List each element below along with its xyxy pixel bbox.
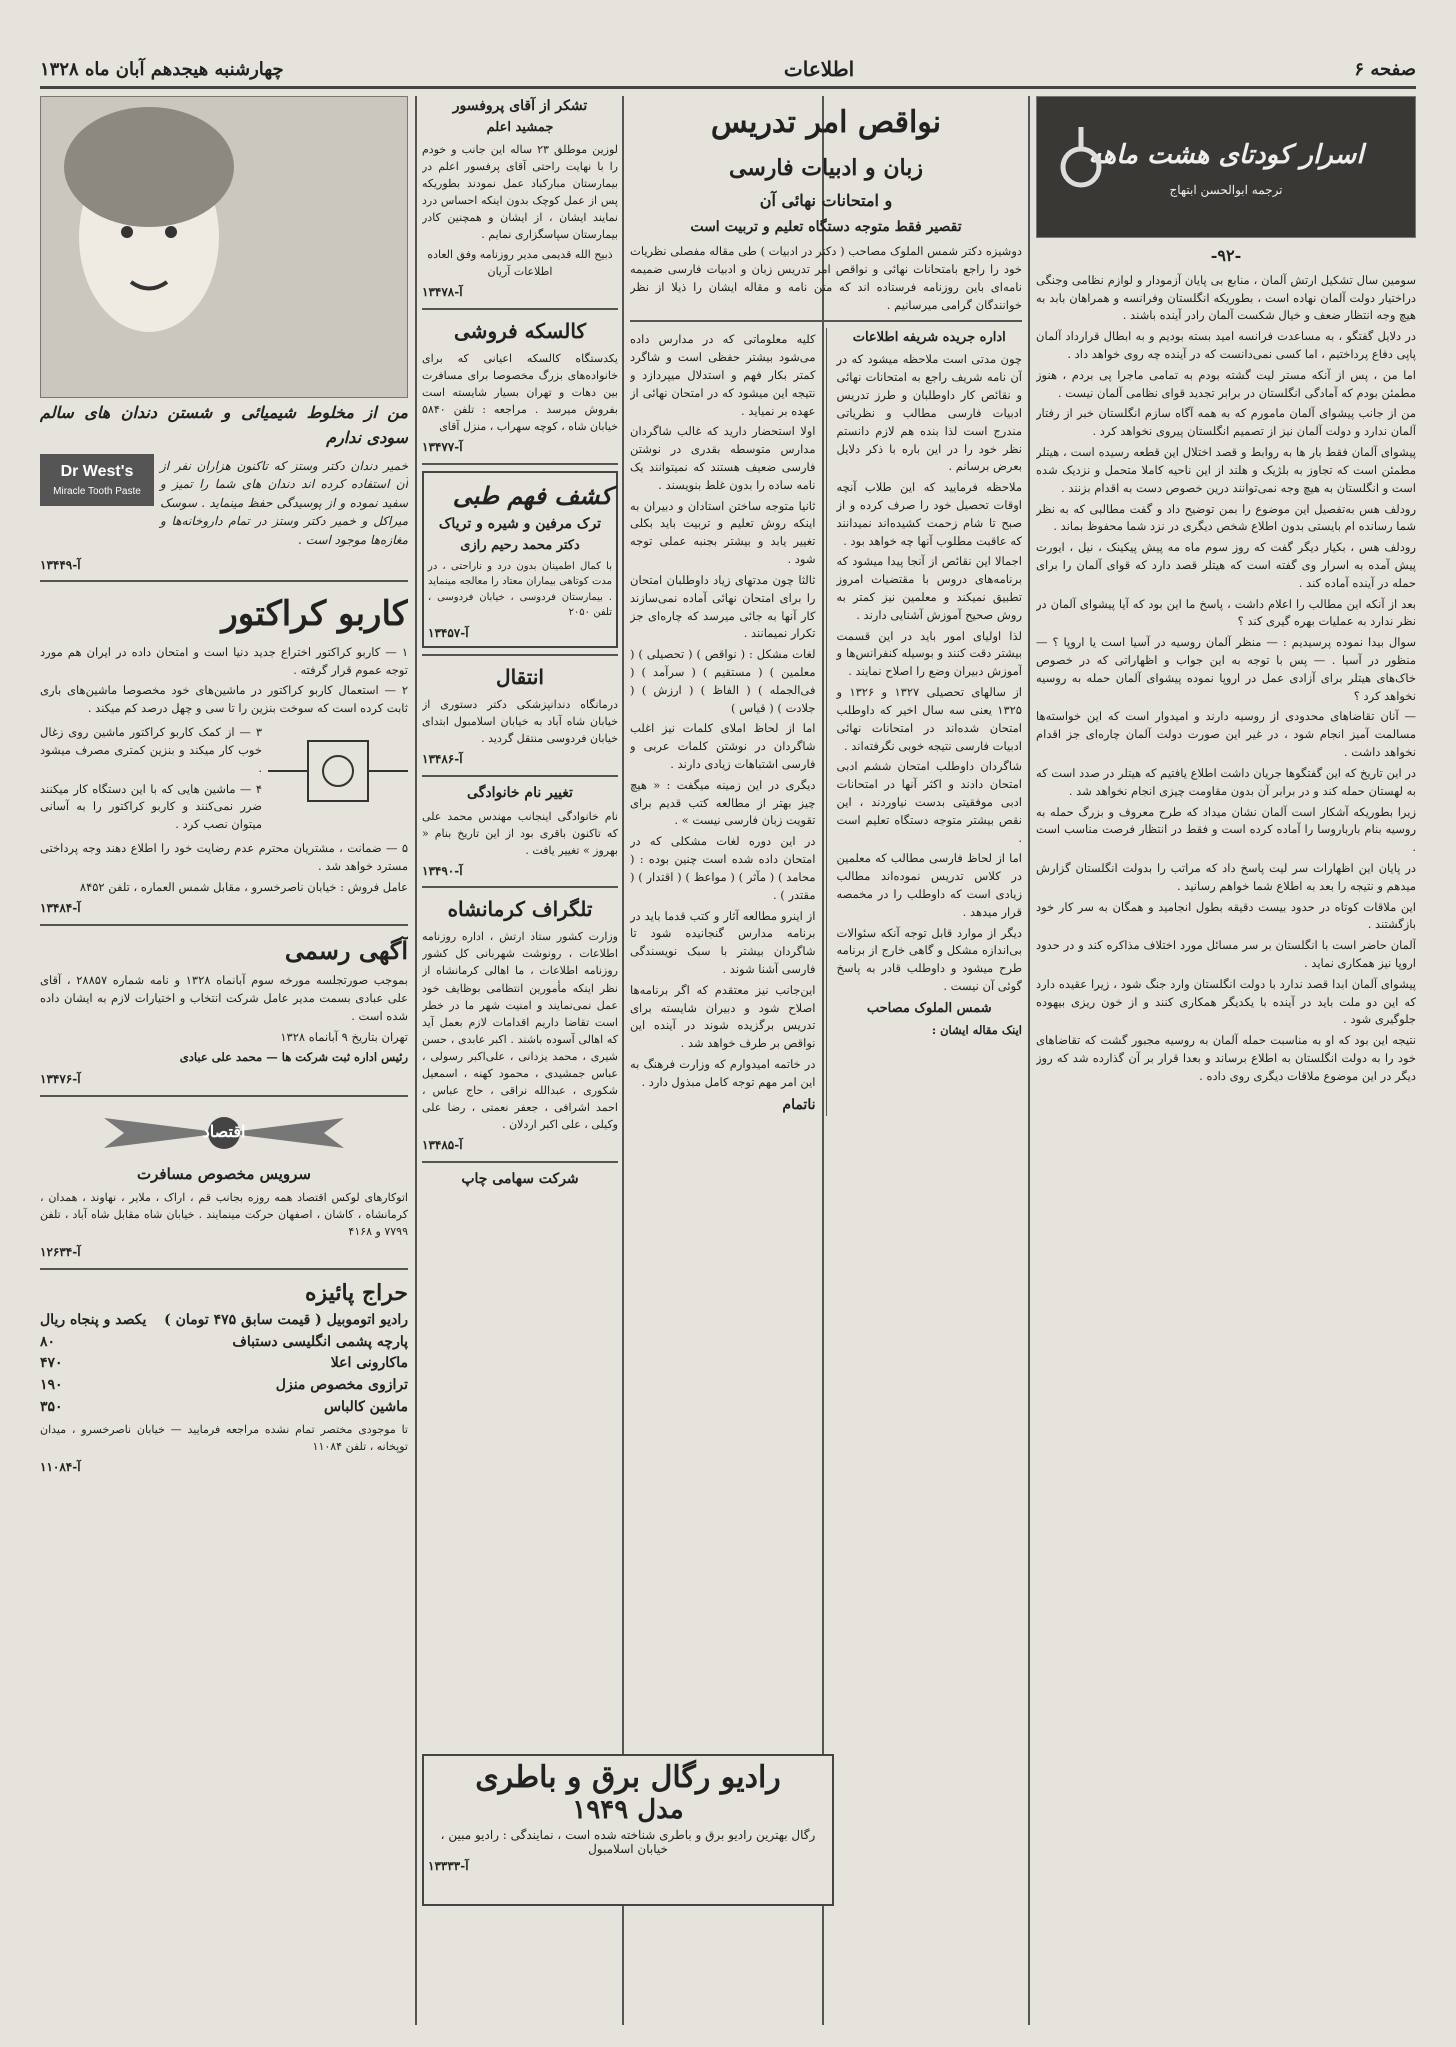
article-paragraph: کلیه معلوماتی که در مدارس داده می‌شود بیشتر حفظی است و شاگرد کمتر بکار فهم و استدلال میپردازد و نتیجه این میشود که در امتحان نهائی از عهده بر نمیاید . [630,332,816,418]
bus-logo [40,1103,408,1163]
serial-part-number: -۹۲- [1210,246,1242,265]
radio-ad [422,1754,834,1906]
divider [630,320,1022,322]
serial-paragraph: رودلف هس به‌تفصیل این موضوع را بمن توضیح داد و گفت مطالبی که به نظر شما رسانده ام بایستی بدون اطلاع شخص دیگری در نزد شما محفوظ بماند . [1036,501,1416,534]
ad-code: آ-۱۱۰۸۴ [40,1460,81,1475]
article-paragraph: اولا استحضار دارید که غالب شاگردان مدارس متوسطه بقدری در نوشتن فارسی ضعیف هستند که نمیتوانند یک نامه ساده را بدون غلط بنویسند . [630,424,816,492]
printer-credit: شرکت سهامی چاپ [461,1170,579,1187]
article-signature: شمس الملوک مصاحب [866,1000,992,1016]
divider [40,580,408,582]
ad-code: آ-۱۳۴۴۹ [40,557,81,572]
item-label: رادیو اتوموبیل ( قیمت سابق ۴۷۵ تومان ) [164,1311,408,1328]
column-divider [1028,96,1030,2025]
serial-paragraph: در دلایل گفتگو ، به مساعدت فرانسه امید بسته بودیم و به ابطال قرارداد آلمان پاپی دفاع پرداختیم ، اما کسی نمی‌دانست که در آینده چه روی خواهد داد . [1036,329,1416,362]
article-divider [826,328,827,1116]
ad-code: آ-۱۳۴۷۷ [422,440,463,455]
item-label: پارچه پشمی انگلیسی دستباف [232,1333,408,1350]
serial-paragraph: اما من ، پس از آنکه مستر لیت گشته بودم به تمامی ماجرا پی بردم ، هنوز مطمئن بودم که آمادگی انگلستان در برابر تجدید قوای نظامی آلمان نیست . [1036,367,1416,400]
date-line: چهارشنبه هیجدهم آبان ماه ۱۳۲۸ [40,58,284,80]
radio-title: رادیو رگال برق و باطری [475,1760,781,1795]
divider [422,886,618,888]
woman-portrait-icon [40,97,407,397]
article-paragraph: لذا اولیای امور باید در این قسمت بیشتر دقت کنند و بوسیله کنفرانس‌ها و آموزش دبیران وضع را اصلاح نمایند . [836,628,1022,679]
serial-paragraph: بعد از آنکه این مطالب را اعلام داشت ، پاسخ ما این بود که آیا پیشوای آلمان در نظر ندارد به عملیات بهره گیری کند ؟ [1036,596,1416,629]
serial-column [1036,96,1416,2027]
item-price: ۴۷۰ [40,1355,63,1372]
article-subtitle-3: تقصیر فقط متوجه دستگاه تعلیم و تربیت است [690,219,962,236]
ad-code: آ-۱۳۴۸۶ [422,752,463,767]
article-paragraph: ملاحظه فرمایید که این طلاب آنچه اوقات تحصیل خود را صرف کرده و از صبح تا شام زحمت کشیده‌اند نمیدانند که عاقبت مطلوب آنها چه خواهد بود . [836,480,1022,548]
carburetor-item: ۱ — کاربو کراکتور اختراع جدید دنیا است و امتحان داده در ایران هم مورد توجه عموم قرار گرفته . [40,644,408,677]
article-paragraph: ثانیا متوجه ساختن استادان و دبیران به اینکه روش تعلیم و تربیت باید بکلی تغییر یابد و بیشتر بجنبه عملی توجه شود . [630,498,816,567]
radio-body: رگال بهترین رادیو برق و باطری شناخته شده است ، نمایندگی : رادیو مبین ، خیابان اسلامبول [440,1828,816,1856]
article-columns [630,328,1022,1116]
noose-icon [1051,127,1111,197]
carburetor-address: عامل فروش : خیابان ناصرخسرو ، مقابل شمس العماره ، تلفن ۸۴۵۲ [79,879,408,894]
toothpaste-heading: من از مخلوط شیمیائی و شستن دندان های سالم سودی ندارم [40,403,408,447]
article-column-2 [630,328,816,1116]
article-paragraph: دیگر از موارد قابل توجه آنکه سئوالات بی‌اندازه مشکل و گاهی خارج از برنامه طرح میشود و داوطلب قادر به پاسخ گوئی آن نیست . [836,925,1022,994]
article-subtitle: زبان و ادبیات فارسی [729,154,923,181]
thanks-body: لوزین موطلق ۲۳ ساله این جانب و خودم را با نهایت راحتی آقای پرفسور اعلم در بیمارستان مبارکباد عمل نمودند بطوریکه پس از عمل کوچک بدون اینکه احساس درد نمایند ایشان ، از ایشان و همچنین کادر بیمارستان سپاسگزاری نمایم . [422,142,618,242]
article-block [630,96,1022,2027]
notice-sign: رئیس اداره ثبت شرکت ها — محمد علی عبادی [179,1050,408,1065]
auction-footer: تا موجودی مختصر تمام نشده مراجعه فرمایید — خیابان ناصرخسرو ، میدان توپخانه ، تلفن ۱۱۰۸۴ [40,1423,408,1454]
auction-item [40,1353,408,1375]
divider [422,654,618,656]
bus-title: اقتصاد [202,1122,246,1142]
auction-item [40,1397,408,1419]
article-paragraph: اما از لحاظ املای کلمات نیز اغلب شاگردان در نوشتن کلمات عربی و فارسی اشتباهات زیادی دارند . [630,721,816,772]
article-paragraph: اما از لحاظ فارسی مطالب که معلمین در کلاس تدریس نموده‌اند مطالب زیادی است که داوطلب را در مخمصه قرار میدهد . [836,851,1022,919]
article-paragraph: در این دوره لغات مشکلی که در امتحان داده شده است چنین بوده : ( محامد ) ( مآثر ) ( مواعظ ) ( اقتدار ) ( مقتدر ) . [630,834,816,902]
discovery-doctor: دکتر محمد رحیم رازی [460,537,580,553]
notice-title: آگهی رسمی [284,936,408,965]
serial-paragraph: سومین سال تشکیل ارتش آلمان ، منابع بی پایان آزمودار و لوازم نظامی وجنگی دراختیار دولت آلمان نهاده است ، بطوریکه انگلستان وفرانسه و همراهان بابد به هیچ وجه انتظار ضعف و خیال شکست آلمان رادر آینده باشند . [1036,272,1416,323]
notice-body: بموجب صورتجلسه مورخه سوم آبانماه ۱۳۲۸ و نامه شماره ۲۸۸۵۷ ، آقای علی عبادی بسمت مدیر عامل شرکت انتخاب و اختیارات لازم به ایشان داده شده است . [40,973,408,1023]
carburetor-diagram-icon [268,721,408,821]
serial-paragraph: آلمان حاضر است با انگلستان بر سر مسائل مورد اختلاف مذاکره کند و در حدود اروپا نیز همکاری نماید . [1036,938,1416,971]
serial-paragraph: پیشوای آلمان ابدا قصد ندارد با دولت انگلستان وارد جنگ شود ، زیرا عقیده دارد که این دو ملت باید در آینده با یکدیگر همکاری کنند و از خون ریزی بیهوده جلوگیری شود . [1036,976,1416,1027]
carburetor-item: ۵ — ضمانت ، مشتریان محترم عدم رضایت خود را اطلاع دهند وجه پرداختی مسترد خواهد شد . [40,840,408,873]
masthead-rule [40,86,1416,89]
discovery-title: کشف فهم طبی [452,480,612,510]
item-price: یکصد و پنجاه ریال [40,1311,147,1328]
ad-code: آ-۱۳۴۵۷ [428,625,469,640]
serial-paragraph: در پایان این اظهارات سر لیت پاسخ داد که مراتب را بدولت انگلستان گزارش میدهم و نتیجه را بعد به اطلاع شما خواهم رسانید . [1036,860,1416,893]
article-paragraph: در خاتمه امیدوارم که وزارت فرهنگ به این امر مهم توجه کامل مبذول دارد . [630,1057,816,1089]
carriage-title: کالسکه فروشی [454,318,586,343]
article-subtitle-2: و امتحانات نهائی آن [759,190,893,210]
thanks-name: جمشید اعلم [486,119,554,135]
carburetor-item: ۴ — ماشین هایی که با این دستگاه کار میکنند ضرر نمی‌کنند و کاربو کراکتور را به آسانی میتوان نصب کرد . [40,781,262,832]
serial-paragraph: این ملاقات کوتاه در حدود بیست دقیقه بطول انجامید و همگان به سر کار خود بازگشتند . [1036,899,1416,932]
auction-title: حراج پائیزه [305,1279,408,1306]
article-unfinished: ناتمام [782,1096,816,1113]
carburetor-items-more [40,721,262,837]
thanks-title: تشکر از آقای پروفسور [452,98,588,114]
article-section-title: اداره جریده شریفه اطلاعات [852,330,1006,346]
bus-body: اتوکارهای لوکس اقتصاد همه روزه بجانب قم ، اراک ، ملایر ، نهاوند ، همدان ، کرمانشاه ، کاشان ، اصفهان حرکت مینمایند . خیابان شاه مقابل شاه آباد ، تلفن ۷۷۹۹ و ۴۱۶۸ [40,1191,408,1239]
article-paragraph: ثالثا چون مدتهای زیاد داوطلبان امتحان را برای امتحان نهائی آماده نمی‌سازند کار آنها به جائی میرسد که چاره‌ای جز تکرار نمیمانند . [630,572,816,641]
telegraph-title: تلگراف کرمانشاه [447,897,593,922]
item-price: ۸۰ [40,1333,56,1350]
item-price: ۱۹۰ [40,1376,63,1393]
ad-code: آ-۱۳۴۸۴ [40,901,81,916]
divider [40,924,408,926]
divider [422,463,618,465]
article-column-1 [837,328,1023,1116]
discovery-ad [422,471,618,649]
article-paragraph: لغات مشکل : ( نواقص ) ( تحصیلی ) ( معلمین ) ( مستقیم ) ( سرآمد ) ( فی‌الجمله ) ( الفاظ ) ( ارزش ) ( جلادت ) ( قیاس ) [630,647,816,715]
brand-name: Dr West's [60,462,134,480]
ad-code: آ-۱۳۴۸۵ [422,1137,463,1152]
article-paragraph: اجمالا این نقائص از آنجا پیدا میشود که برنامه‌های دروس با مقتضیات امروز تطبیق نمیکند و معلمین نیز کمتر به روش صحیح آموزش آشنایی دارند . [836,554,1022,622]
paper-name: اطلاعات [783,57,855,81]
notice-date: تهران بتاریخ ۹ آبانماه ۱۳۲۸ [280,1029,408,1044]
masthead [40,58,1416,80]
telegraph-body: وزارت کشور ستاد ارتش ، اداره روزنامه اطلاعات ، رونوشت شهربانی کل کشور روزنامه اطلاعات ، ما اهالی کرمانشاه از نظر اینکه مأمورین انتظامی بوظایف خود عمل نمی‌نمایند و امنیت شهر ما در خطر است تقاضا داریم اقدامات لازم بعمل آید که اهالی آسوده باشند . اکبر عابدی ، حسن شیری ، محمد یزدانی ، علی‌اکبر رسولی ، عباس جمشیدی ، محمود کهنه ، اسمعیل شکوری ، عبدالله نراقی ، حاج عباس ، احمد اشرافی ، جعفر نعمتی ، رضا علی وکیلی ، علی اکبر اردلان . [422,930,618,1131]
item-label: ماکارونی اعلا [330,1355,408,1372]
ads-left-column [40,96,408,2027]
ad-code: آ-۱۳۴۷۶ [40,1072,81,1087]
article-paragraph: این‌جانب نیز معتقدم که اگر برنامه‌ها اصلاح شود و دبیران شایسته برای تدریس برگزیده شوند در آینده این نواقص بر طرف خواهد شد . [630,982,816,1051]
bus-sub: سرویس مخصوص مسافرت [137,1164,311,1183]
carburetor-item: ۲ — استعمال کاربو کراکتور در ماشین‌های خود مخصوصا ماشین‌های باری ثابت کرده است که سوخت بنزین را تا سی و چهل درصد کم میکند . [40,683,408,716]
serial-paragraph: نتیجه این بود که او به مناسبت حمله آلمان به روسیه مجبور گشت که تقاضاهای خود را به دولت انگلستان به اطلاع برساند و بعدا قرار بر آن گذارده شد که روز دیگر در این موضوع ملاقات دیگری روی داده . [1036,1033,1416,1083]
serial-translator: ترجمه ابوالحسن ابتهاج [1169,182,1283,197]
serial-paragraph: زیرا بطوریکه آشکار است آلمان نشان میداد که طرح معروف و بزرگ حمله به روسیه بنام بارباروسا را آماده کرده است و فقط در انتظار فرصت مناسب است . [1036,804,1416,855]
name-change-title: تغییر نام خانوادگی [467,784,573,801]
serial-paragraph: سوال بیدا نموده پرسیدیم : — منظر آلمان روسیه در آسیا است یا اروپا ؟ — منظور در آسیا . — پس با توجه به این جواب و اظهاراتی که در خصوص خاک‌های هیتلر برای آزادی عمل در اروپا نموده پیشوای آلمان حمله به روسیه نخواهد کرد ؟ [1036,635,1416,703]
serial-banner [1036,96,1416,238]
ad-code: آ-۱۳۳۳۳ [428,1859,469,1873]
column-divider [622,96,624,2025]
carburetor-item: ۳ — از کمک کاربو کراکتور ماشین روی زغال خوب کار میکند و بنزین کمتری مصرف میشود . [40,725,262,775]
article-paragraph: چون مدتی است ملاحظه میشود که در آن نامه شریف راجع به امتحانات نهائی و نقائص کار داوطلبان و طرز تدریس ادبیات فارسی مطالب و نظریاتی مندرج است لذا بنده هم لازم دانستم نظر خود را در این باره با ذکر دلایل بعرض برسانم . [836,352,1022,474]
name-change-body: نام خانوادگی اینجانب مهندس محمد علی که تاکنون باقری بود از این تاریخ بنام « بهروز » تغییر یافت . [422,809,618,857]
item-label: ترازوی مخصوص منزل [275,1376,408,1393]
divider [40,1268,408,1270]
radio-model: مدل ۱۹۴۹ [572,1795,684,1825]
toothpaste-photo [40,96,408,398]
carburetor-title: کاربو کراکتور [221,594,408,635]
ad-code: آ-۱۲۶۳۴ [40,1245,81,1260]
divider [422,1161,618,1163]
article-paragraph: شاگردان داوطلب امتحان ششم ادبی امتحان دادند و اکثر آنها در امتحانات ادبی موفقیتی بدست نیاوردند ، این نقص بیشتر متوجه دستگاه تعلیم است . [836,759,1022,845]
serial-paragraph: من از جانب پیشوای آلمان مامورم که به همه آگاه سازم انگلستان خبر از رفتار آلمان ندارد و دولت آلمان نیز از تصمیم انگلستان پیروی نخواهد کرد . [1036,406,1416,439]
item-label: ماشین کالباس [323,1398,408,1415]
discovery-sub: ترک مرفین و شیره و تریاک [438,515,602,532]
toothpaste-ad [40,454,408,553]
transfer-body: درمانگاه دندانپزشکی دکتر دستوری از خیابان شاه آباد به خیابان اسلامبول ابتدای خیابان فردوسی منتقل گردید . [422,698,618,746]
toothpaste-box [40,454,154,506]
article-paragraph: از اینرو مطالعه آثار و کتب قدما باید در برنامه مدارس گنجانیده شود تا شاگردان بیشتر با سبک نویسندگی فارسی آشنا شوند . [630,908,816,976]
page-number: صفحه ۶ [1354,58,1416,80]
carburetor-diagram-row [40,721,408,837]
transfer-title: انتقال [496,665,544,690]
article-paragraph: اینک مقاله ایشان : [931,1023,1022,1038]
article-paragraph: دیگری در این زمینه میگفت : « هیچ چیز بهتر از مطالعه کتب قدیم برای تقویت زبان فارسی نیست » . [630,777,816,828]
column-divider [415,96,417,2025]
auction-item [40,1375,408,1397]
serial-paragraph: رودلف هس ، بکیار دیگر گفت که روز سوم ماه مه پیش پیکینک ، نیل ، ایورت پیش آمده به اسرار وی گفته است که هیتلر قصد دارد که قوای آلمان را برای حمله در آینده آماده کند . [1036,540,1416,590]
article-intro: دوشیزه دکتر شمس الملوک مصاحب ( دکتر در ادبیات ) طی مقاله مفصلی نظریات خود را راجع بامتحانات نهائی و نواقص امر تدریس زبان و ادبیات فارسی ضمیمه نامه‌ای باین روزنامه فرستاده اند که متن نامه و مقاله ایشان را ذیلا از نظر خوانندگان گرامی میرسانیم . [630,244,1022,312]
ad-code: آ-۱۳۴۷۸ [422,285,463,300]
divider [422,308,618,310]
ads-middle-column [422,96,618,2027]
serial-paragraph: — آنان تقاضاهای محدودی از روسیه دارند و امیدوار است که این خواسته‌ها مسالمت آمیز انجام شود ، در غیر این صورت دولت آلمان چاره‌ای جز اقدام نخواهد داشت . [1036,709,1416,760]
thanks-sign: ذبیح الله قدیمی مدیر روزنامه وفق العاده اطلاعات آریان [427,248,613,279]
item-price: ۳۵۰ [40,1398,63,1415]
discovery-body: با کمال اطمینان بدون درد و ناراحتی ، در مدت کوتاهی بیماران معتاد را معالجه مینماید . بیمارستان فردوسی ، خیابان فردوسی ، تلفن ۲۰۵۰ [428,560,612,619]
toothpaste-body: خمیر دندان دکتر وستز که تاکنون هزاران نفر از آن استفاده کرده اند دندان های شما را تمیز و سفید نموده و از پوسیدگی حفظ مینماید . سوسک میراکل و خمیر دکتر وستز در تمام داروخانه‌ها و مغازه‌ها موجود است . [160,458,408,547]
article-title: نواقص امر تدریس [710,105,942,140]
carriage-body: یکدستگاه کالسکه اعیانی که برای خانواده‌های بزرگ مخصوصا برای مسافرت بین دهات و تهران بسیار شایسته است بفروش میرسد . مراجعه : تلفن ۵۸۴۰ خیابان شاه ، کوچه سهراب ، منزل آقای [422,351,618,433]
ad-code: آ-۱۳۴۹۰ [422,863,463,878]
divider [40,1095,408,1097]
auction-item [40,1332,408,1354]
auction-item [40,1310,408,1332]
divider [422,775,618,777]
serial-paragraph: پیشوای آلمان فقط بار ها به روابط و قصد اختلال این قطعه رسیده است ، هیتلر مطمئن است که تجاوز به بلژیک و هلند از این ناحیه کاملا متحمل و نزدیک شده است و انگلستان به هیچ وجه نمی‌توانند درین خصوص دست به اقدام بزنند . [1036,445,1416,495]
serial-paragraph: در این تاریخ که این گفتگوها جریان داشت اطلاع یافتیم که هیتلر در صدد است که به لهستان حمله کند و در برابر آن بدون مقاومت چیزی انجام نخواهد شد . [1036,765,1416,798]
article-paragraph: از سالهای تحصیلی ۱۳۲۷ و ۱۳۲۶ و ۱۳۲۵ یعنی سه سال اخیر که داوطلب امتحان شده‌اند در امتحانات نهائی ادبیات فارسی نتیجه خوبی نگرفته‌اند . [836,685,1022,753]
serial-title: اسرار کودتای هشت ماهه [1088,139,1364,170]
brand-sub: Miracle Tooth Paste [53,486,141,498]
